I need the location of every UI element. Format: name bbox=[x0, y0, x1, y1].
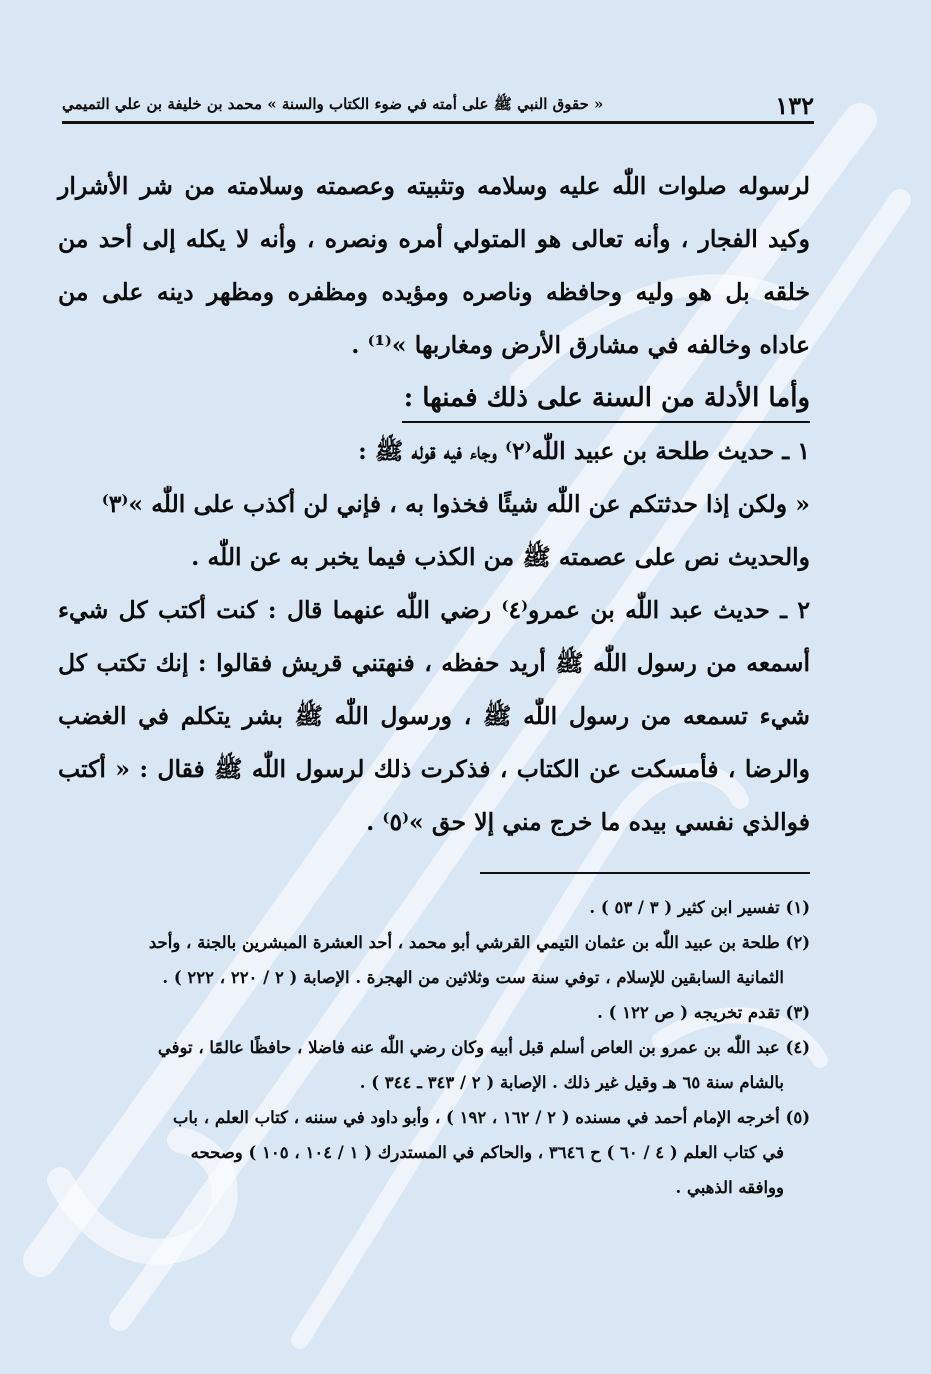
footnote-rule bbox=[480, 872, 810, 874]
footnote-2-line-2: الثمانية السابقين للإسلام ، توفي سنة ست وثلاثين من الهجرة . الإصابة ( ٢ / ٢٢٠ ، ٢٢٢ ) . bbox=[162, 968, 784, 987]
footnote-5-line-3: ووافقه الذهبي . bbox=[675, 1178, 784, 1197]
section-heading: وأما الأدلة من السنة على ذلك فمنها : bbox=[402, 375, 810, 423]
footnotes bbox=[58, 890, 810, 1205]
footnote-4-line-1: (٤) عبد اللّٰه بن عمرو بن العاص أسلم قبل أبيه وكان رضي اللّٰه عنه فاضلا ، حافظًا عالمًا ، توفي bbox=[157, 1038, 810, 1057]
section-heading-line bbox=[58, 372, 810, 425]
footnote-5-line-1: (٥) أخرجه الإمام أحمد في مسنده ( ٢ / ١٦٢ ، ١٩٢ ) ، وأبو داود في سننه ، كتاب العلم ، باب bbox=[172, 1108, 810, 1127]
paragraph-1: لرسوله صلوات اللّٰه عليه وسلامه وتثبيته وعصمته وسلامته من شر الأشرار وكيد الفجار ، وأنه تعالى هو المتولي أمره ونصره ، وأنه لا يكله إلى أحد من خلقه بل هو وليه وحافظه وناصره ومؤيده ومظفره ومظهر دينه على من عاداه وخالفه في مشارق الأرض ومغاربها »⁽¹⁾ . bbox=[58, 172, 810, 359]
footnote-5-line-2: في كتاب العلم ( ٤ / ٦٠ ) ح ٣٦٤٦ ، والحاكم في المستدرك ( ١ / ١٠٤ ، ١٠٥ ) وصححه bbox=[190, 1143, 784, 1162]
item-1-comment: والحديث نص على عصمته ﷺ من الكذب فيما يخبر به عن اللّٰه . bbox=[191, 543, 810, 571]
body-text bbox=[58, 160, 810, 849]
footnote-1: (١) تفسير ابن كثير ( ٣ / ٥٣ ) . bbox=[589, 898, 810, 917]
item-1-intro: ١ ـ حديث طلحة بن عبيد اللّٰه⁽٢⁾ وجاء فيه قوله ﷺ : bbox=[358, 437, 810, 465]
page-header bbox=[62, 86, 814, 120]
page-number: ١٣٢ bbox=[775, 91, 814, 120]
header-rule bbox=[62, 121, 814, 124]
footnote-2-line-1: (٢) طلحة بن عبيد اللّٰه بن عثمان التيمي القرشي أبو محمد ، أحد العشرة المبشرين بالجنة ، وأحد bbox=[148, 933, 810, 952]
running-title: « حقوق النبي ﷺ على أمته في ضوء الكتاب والسنة » محمد بن خليفة بن علي التميمي bbox=[62, 95, 604, 113]
item-1-quote: « ولكن إذا حدثتكم عن اللّٰه شيئًا فخذوا به ، فإني لن أكذب على اللّٰه »⁽٣⁾ bbox=[101, 490, 810, 518]
footnote-3: (٣) تقدم تخريجه ( ص ١٢٢ ) . bbox=[597, 1003, 810, 1022]
footnote-4-line-2: بالشام سنة ٦٥ هـ وقيل غير ذلك . الإصابة ( ٢ / ٣٤٣ ـ ٣٤٤ ) . bbox=[359, 1073, 784, 1092]
item-2: ٢ ـ حديث عبد اللّٰه بن عمرو⁽٤⁾ رضي اللّٰه عنهما قال : كنت أكتب كل شيء أسمعه من رسول اللّٰه ﷺ أريد حفظه ، فنهتني قريش فقالوا : إنك تكتب كل شيء تسمعه من رسول اللّٰه ﷺ ، ورسول اللّٰه ﷺ بشر يتكلم في الغضب والرضا ، فأمسكت عن الكتاب ، فذكرت ذلك لرسول اللّٰه ﷺ فقال : « أكتب فوالذي نفسي بيده ما خرج مني إلا حق »⁽٥⁾ . bbox=[58, 596, 810, 836]
